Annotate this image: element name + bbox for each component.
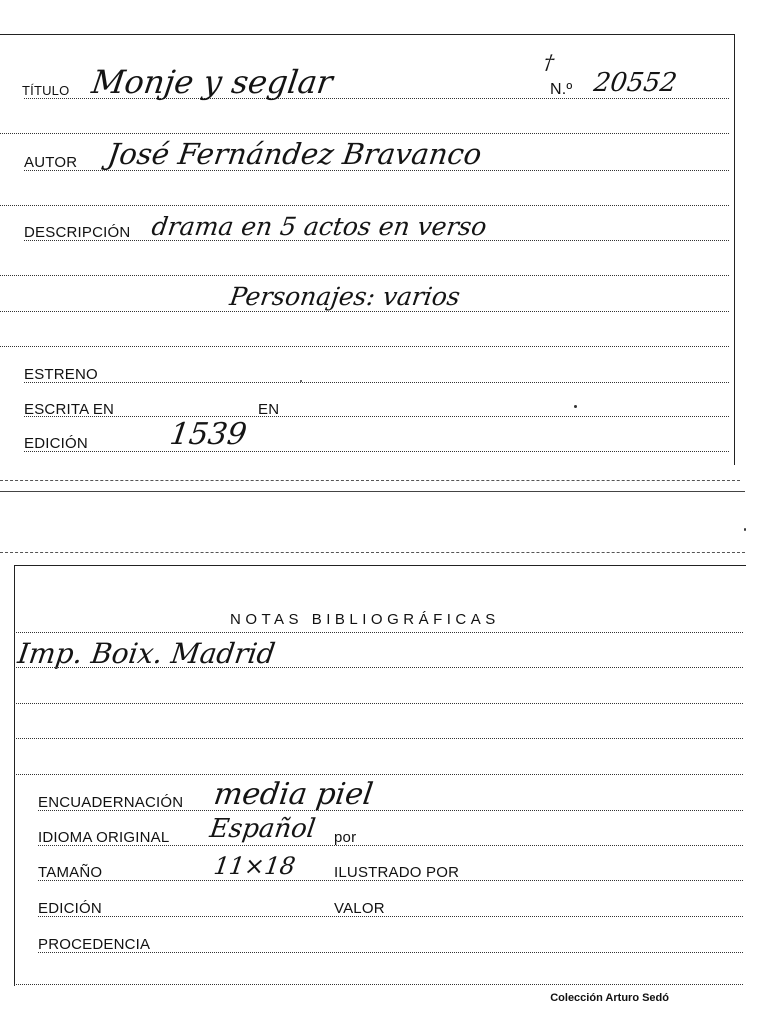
scan-speck [300,380,302,382]
value-encuadernacion: media piel [211,777,376,812]
rule-notes-3 [14,703,743,704]
rule-edicion-bottom [38,916,743,917]
value-idioma: Español [207,814,318,844]
label-escrita-en: ESCRITA EN [24,401,115,418]
catalog-card-bottom [14,565,746,986]
label-tamano: TAMAÑO [38,864,103,881]
label-encuadernacion: ENCUADERNACIÓN [38,794,184,811]
rule-estreno [24,382,729,383]
rule-notes-5 [14,774,743,775]
rule-notes-1 [14,632,743,633]
rule-notes-4 [14,738,743,739]
label-en: EN [258,401,280,418]
label-procedencia: PROCEDENCIA [38,936,151,953]
scan-speck [574,405,577,408]
perforation-bottom [0,552,745,553]
value-autor: José Fernández Bravanco [105,137,484,171]
rule-notes-2 [14,667,743,668]
rule-blank-5 [0,346,729,347]
label-descripcion: DESCRIPCIÓN [24,224,131,241]
value-edicion-year: 1539 [167,417,249,452]
rule-escrita [24,416,729,417]
rule-blank-4 [0,311,729,312]
value-descripcion: drama en 5 actos en verso [149,212,489,241]
notes-title: NOTAS BIBLIOGRÁFICAS [230,611,500,628]
perforation-top [0,480,740,481]
value-imprenta: Imp. Boix. Madrid [15,637,278,670]
scan-speck [744,528,746,531]
rule-edicion [24,451,729,452]
label-autor: AUTOR [24,154,78,171]
rule-blank-1 [0,133,729,134]
number-dagger-mark: † [542,50,556,74]
label-por: por [334,829,357,846]
label-estreno: ESTRENO [24,366,98,383]
value-titulo: Monje y seglar [89,63,336,101]
value-numero: 20552 [591,68,679,98]
scan-separator [0,491,745,492]
label-numero: N.º [550,81,573,98]
value-personajes: Personajes: varios [227,282,462,311]
value-tamano: 11×18 [212,852,298,880]
label-valor: VALOR [334,900,385,917]
label-titulo: TÍTULO [22,83,70,98]
rule-blank-2 [0,205,729,206]
label-edicion-bottom: EDICIÓN [38,900,102,917]
collection-footer: Colección Arturo Sedó [550,992,669,1004]
label-edicion-top: EDICIÓN [24,435,88,452]
label-idioma: IDIOMA ORIGINAL [38,829,170,846]
rule-bottom [14,984,743,985]
label-ilustrado: ILUSTRADO POR [334,864,460,881]
rule-blank-3 [0,275,729,276]
